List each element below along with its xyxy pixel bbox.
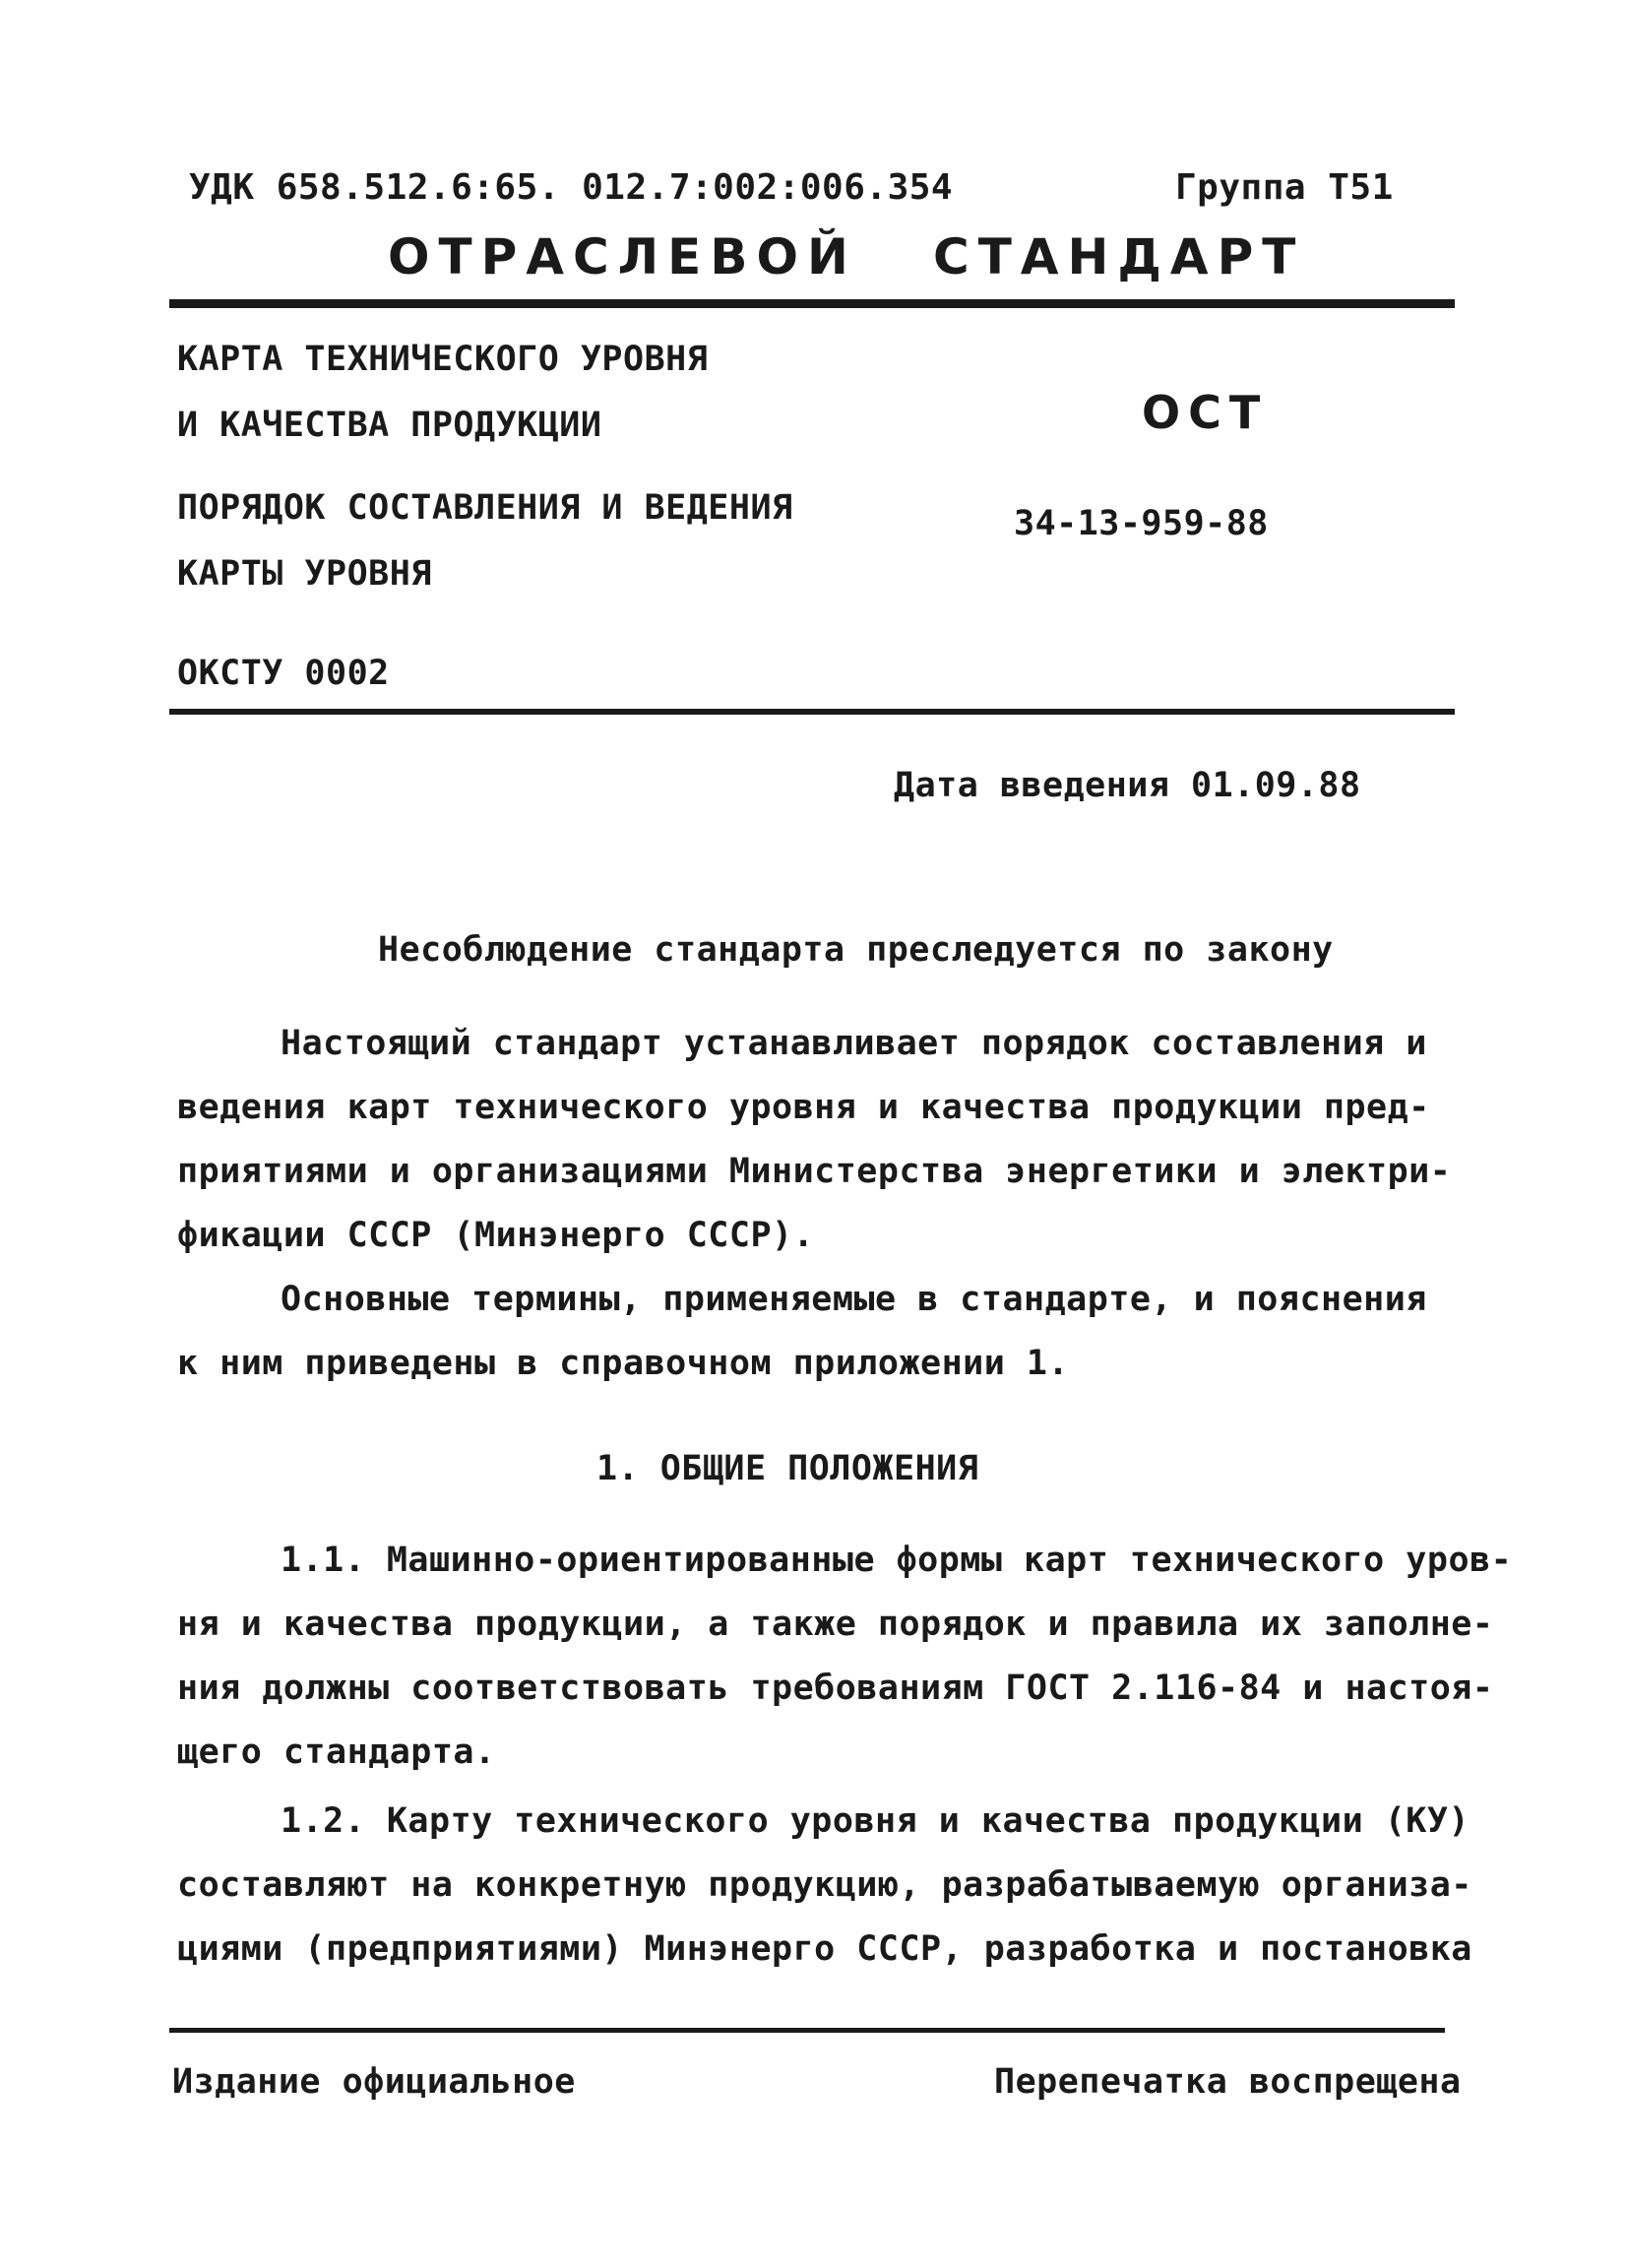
subtitle-line-2: КАРТЫ УРОВНЯ	[177, 554, 432, 594]
okstu-code: ОКСТУ 0002	[177, 654, 390, 693]
footer-reprint-prohibited: Перепечатка воспрещена	[994, 2062, 1462, 2102]
ost-label: ОСТ	[1142, 386, 1269, 439]
title-line-2: И КАЧЕСТВА ПРОДУКЦИИ	[177, 406, 602, 445]
top-rule	[169, 299, 1455, 308]
middle-rule	[169, 709, 1455, 715]
paragraph-line: к ним приведены в справочном приложении 1.	[177, 1344, 1070, 1383]
paragraph-line: ня и качества продукции, а также порядок и правила их заполне-	[177, 1605, 1494, 1644]
paragraph-line: приятиями и организациями Министерства энергетики и электри-	[177, 1152, 1452, 1191]
footer-official-edition: Издание официальное	[172, 2062, 576, 2102]
paragraph-line: Настоящий стандарт устанавливает порядок составления и	[281, 1024, 1427, 1063]
paragraph-line: щего стандарта.	[177, 1732, 496, 1772]
paragraph-line: циями (предприятиями) Минэнерго СССР, разработка и постановка	[177, 1929, 1472, 1969]
paragraph-line: фикации СССР (Минэнерго СССР).	[177, 1216, 815, 1255]
paragraph-line: ведения карт технического уровня и качества продукции пред-	[177, 1088, 1430, 1127]
effective-date: Дата введения 01.09.88	[894, 766, 1361, 805]
paragraph-line: составляют на конкретную продукцию, разрабатываемую организа-	[177, 1865, 1472, 1905]
banner-left: ОТРАСЛЕВОЙ	[388, 228, 857, 285]
group-code: Группа Т51	[1175, 167, 1394, 208]
paragraph-line: Основные термины, применяемые в стандарте, и пояснения	[281, 1280, 1427, 1319]
ost-number: 34-13-959-88	[1014, 504, 1269, 543]
footer-rule	[169, 2028, 1445, 2033]
subtitle-line-1: ПОРЯДОК СОСТАВЛЕНИЯ И ВЕДЕНИЯ	[177, 488, 793, 528]
title-line-1: КАРТА ТЕХНИЧЕСКОГО УРОВНЯ	[177, 340, 709, 379]
paragraph-line: 1.2. Карту технического уровня и качества продукции (КУ)	[281, 1801, 1471, 1841]
udk-code: УДК 658.512.6:65. 012.7:002:006.354	[189, 167, 954, 208]
banner-right: СТАНДАРТ	[933, 228, 1305, 285]
section-heading: 1. ОБЩИЕ ПОЛОЖЕНИЯ	[596, 1449, 979, 1488]
legal-warning: Несоблюдение стандарта преследуется по закону	[378, 930, 1334, 970]
paragraph-line: ния должны соответствовать требованиям ГОСТ 2.116-84 и настоя-	[177, 1669, 1494, 1708]
paragraph-line: 1.1. Машинно-ориентированные формы карт технического уров-	[281, 1541, 1513, 1580]
